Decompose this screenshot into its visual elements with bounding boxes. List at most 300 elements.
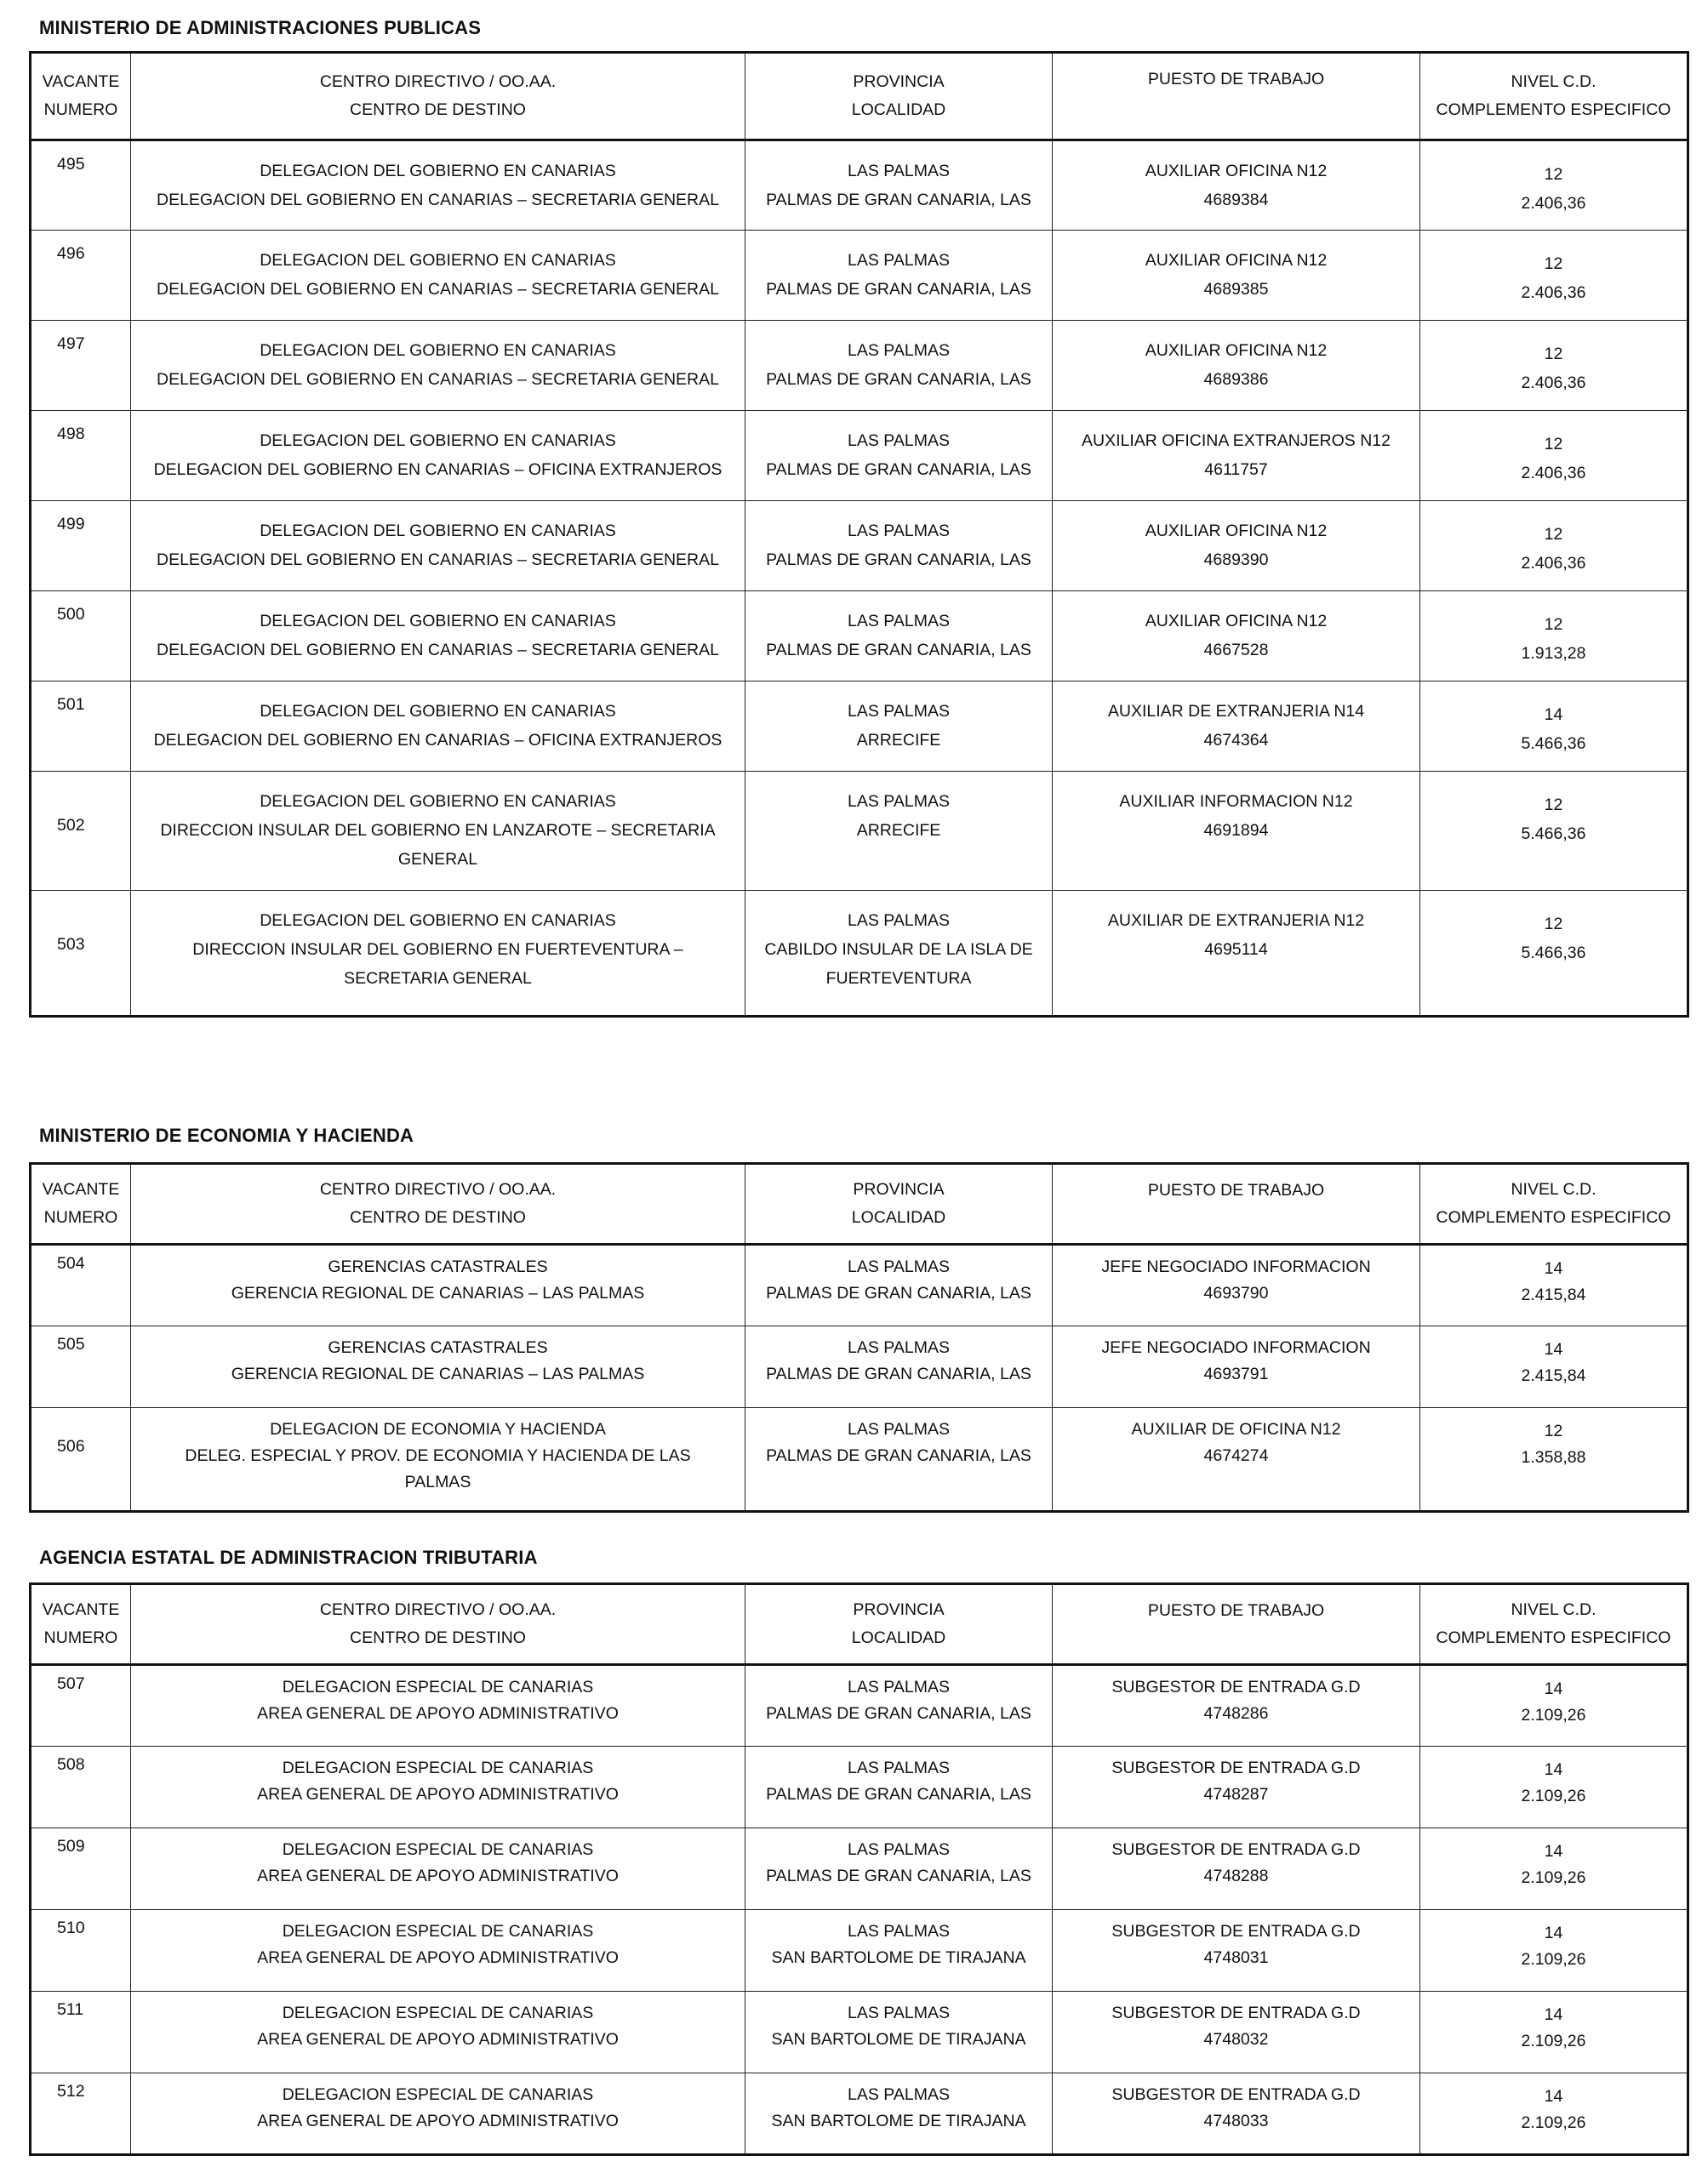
cell-nivel [1420,591,1688,681]
cell-centro [131,1992,745,2073]
cell-centro [131,321,745,411]
text-line: CENTRO DIRECTIVO / OO.AA. [319,1180,557,1199]
cell-puesto [1053,681,1420,772]
cell-centro [131,772,745,891]
header-row [31,1584,1688,1665]
cell-centro [131,891,745,1017]
text-line: GERENCIA REGIONAL DE CANARIAS – LAS PALMAS [231,1284,645,1303]
text-line: SUBGESTOR DE ENTRADA G.D [1111,1840,1361,1859]
text-line: 4748033 [1203,2112,1269,2130]
text-line: LAS PALMAS [848,341,950,360]
text-line: CENTRO DIRECTIVO / OO.AA. [319,1600,557,1619]
table-row [31,2073,1688,2155]
text-line: AREA GENERAL DE APOYO ADMINISTRATIVO [257,1948,619,1967]
text-line: COMPLEMENTO ESPECIFICO [1436,1628,1671,1647]
text-line: 2.109,26 [1521,2113,1586,2132]
text-line: 4748287 [1203,1785,1269,1804]
column-header-provincia [745,53,1053,140]
text-line: 4689385 [1203,280,1269,299]
table-row [31,1245,1688,1326]
text-line: 4689390 [1203,550,1269,569]
text-line: SUBGESTOR DE ENTRADA G.D [1111,1922,1361,1941]
text-line: LOCALIDAD [851,100,946,119]
text-line: 2.109,26 [1521,1706,1586,1725]
cell-nivel [1420,681,1688,772]
cell-vacante [31,1910,131,1992]
text-line: 4674364 [1203,731,1269,750]
text-line: 4667528 [1203,641,1269,659]
cell-provincia [745,1326,1053,1408]
vacancy-number: 505 [57,1335,85,1354]
text-line: 2.109,26 [1521,1868,1586,1887]
cell-provincia [745,1910,1053,1992]
cell-vacante [31,591,131,681]
table-row [31,501,1688,591]
column-header-nivel [1420,1164,1688,1245]
text-line: GERENCIAS CATASTRALES [328,1338,548,1357]
table-row [31,772,1688,891]
text-line: DELEGACION DEL GOBIERNO EN CANARIAS [260,251,616,270]
cell-provincia [745,1245,1053,1326]
text-line: NIVEL C.D. [1511,1180,1596,1199]
table-row [31,1665,1688,1747]
text-line: LAS PALMAS [848,162,950,180]
column-header-centro [131,1584,745,1665]
text-line: AUXILIAR OFICINA N12 [1145,522,1328,540]
cell-vacante [31,1408,131,1512]
text-line: ARRECIFE [856,731,941,750]
text-line: PALMAS DE GRAN CANARIA, LAS [766,1785,1031,1804]
cell-nivel [1420,1747,1688,1828]
cell-puesto [1053,321,1420,411]
text-line: PALMAS [404,1473,471,1491]
text-line: 2.406,36 [1521,374,1586,392]
text-line: 14 [1544,705,1563,724]
cell-puesto [1053,1408,1420,1512]
column-header-nivel [1420,1584,1688,1665]
cell-vacante [31,501,131,591]
vacancy-number: 503 [57,935,85,954]
text-line: 4674274 [1203,1446,1269,1465]
vacancy-number: 497 [57,334,85,353]
text-line: AUXILIAR OFICINA N12 [1145,251,1328,270]
text-line: PROVINCIA [853,1600,945,1619]
text-line: AUXILIAR DE EXTRANJERIA N12 [1107,911,1365,930]
text-line: GERENCIA REGIONAL DE CANARIAS – LAS PALMAS [231,1365,645,1383]
cell-nivel [1420,1326,1688,1408]
text-line: SAN BARTOLOME DE TIRAJANA [771,2030,1026,2049]
cell-centro [131,1245,745,1326]
section-title: MINISTERIO DE ECONOMIA Y HACIENDA [39,1125,414,1146]
text-line: 12 [1544,435,1563,453]
table-row [31,321,1688,411]
text-line: LOCALIDAD [851,1208,946,1227]
text-line: LAS PALMAS [848,1420,950,1439]
text-line: 2.109,26 [1521,1787,1586,1805]
cell-provincia [745,1408,1053,1512]
cell-nivel [1420,140,1688,231]
cell-puesto [1053,140,1420,231]
cell-nivel [1420,411,1688,501]
text-line: PALMAS DE GRAN CANARIA, LAS [766,1867,1031,1885]
text-line: 4695114 [1204,940,1268,959]
text-line: 4693790 [1203,1284,1269,1303]
text-line: 12 [1544,1422,1563,1440]
text-line: PALMAS DE GRAN CANARIA, LAS [766,460,1031,479]
column-header-puesto [1053,53,1420,140]
cell-vacante [31,1992,131,2073]
text-line: LAS PALMAS [848,1257,950,1276]
table-row [31,891,1688,1017]
text-line: AUXILIAR OFICINA EXTRANJEROS N12 [1081,431,1391,450]
text-line: PALMAS DE GRAN CANARIA, LAS [766,1284,1031,1303]
table-row [31,1326,1688,1408]
cell-provincia [745,591,1053,681]
text-line: 2.109,26 [1521,1950,1586,1969]
text-line: 2.406,36 [1521,194,1586,213]
cell-nivel [1420,1245,1688,1326]
vacancy-number: 510 [57,1919,85,1937]
text-line: AUXILIAR OFICINA N12 [1145,612,1328,630]
text-line: 14 [1544,2005,1563,2024]
text-line: 12 [1544,525,1563,544]
text-line: CABILDO INSULAR DE LA ISLA DE [764,940,1033,959]
cell-provincia [745,1992,1053,2073]
text-line: 12 [1544,165,1563,184]
text-line: DELEGACION DEL GOBIERNO EN CANARIAS [260,341,616,360]
section-title: AGENCIA ESTATAL DE ADMINISTRACION TRIBUTARIA [39,1547,538,1568]
vacancy-number: 508 [57,1755,85,1774]
text-line: DELEGACION ESPECIAL DE CANARIAS [282,1922,594,1941]
text-line: PROVINCIA [853,1180,945,1199]
text-line: 14 [1544,1259,1563,1278]
cell-vacante [31,1326,131,1408]
text-line: 12 [1544,615,1563,634]
text-line: DELEGACION DEL GOBIERNO EN CANARIAS [260,162,616,180]
text-line: LAS PALMAS [848,911,950,930]
text-line: CENTRO DE DESTINO [350,1208,526,1227]
text-line: DELEGACION DEL GOBIERNO EN CANARIAS [260,702,616,721]
text-line: NUMERO [43,1628,118,1647]
text-line: 5.466,36 [1521,824,1586,843]
text-line: 4689384 [1203,191,1269,209]
text-line: LAS PALMAS [848,251,950,270]
text-line: DELEGACION DEL GOBIERNO EN CANARIAS – SECRETARIA GENERAL [156,550,719,569]
text-line: AREA GENERAL DE APOYO ADMINISTRATIVO [257,1704,619,1723]
vacancy-number: 504 [57,1254,85,1273]
text-line: PALMAS DE GRAN CANARIA, LAS [766,550,1031,569]
text-line: AREA GENERAL DE APOYO ADMINISTRATIVO [257,1785,619,1804]
cell-centro [131,2073,745,2155]
text-line: PALMAS DE GRAN CANARIA, LAS [766,1704,1031,1723]
text-line: DELEGACION DEL GOBIERNO EN CANARIAS – SECRETARIA GENERAL [156,370,719,389]
text-line: LAS PALMAS [848,702,950,721]
text-line: LAS PALMAS [848,1759,950,1777]
cell-vacante [31,772,131,891]
text-line: DIRECCION INSULAR DEL GOBIERNO EN FUERTEVENTURA – [192,940,683,959]
cell-puesto [1053,501,1420,591]
text-line: 2.415,84 [1521,1366,1586,1385]
text-line: LAS PALMAS [848,522,950,540]
cell-centro [131,1910,745,1992]
cell-nivel [1420,1665,1688,1747]
cell-vacante [31,1747,131,1828]
cell-provincia [745,231,1053,321]
cell-nivel [1420,1828,1688,1910]
text-line: CENTRO DIRECTIVO / OO.AA. [319,72,557,91]
text-line: SUBGESTOR DE ENTRADA G.D [1111,1759,1361,1777]
text-line: LOCALIDAD [851,1628,946,1647]
text-line: DELEGACION ESPECIAL DE CANARIAS [282,1840,594,1859]
cell-puesto [1053,1665,1420,1747]
vacancy-number: 500 [57,605,85,624]
text-line: 4693791 [1203,1365,1269,1383]
cell-vacante [31,2073,131,2155]
text-line: DELEGACION DEL GOBIERNO EN CANARIAS [260,792,616,811]
text-line: 14 [1544,1924,1563,1942]
table-row [31,1828,1688,1910]
cell-provincia [745,1665,1053,1747]
text-line: 1.913,28 [1521,644,1586,663]
column-header-puesto [1053,1584,1420,1665]
text-line: SUBGESTOR DE ENTRADA G.D [1111,1678,1361,1696]
table-row [31,681,1688,772]
cell-provincia [745,2073,1053,2155]
text-line: VACANTE [42,1180,120,1199]
text-line: DELEGACION DEL GOBIERNO EN CANARIAS [260,911,616,930]
text-line: AUXILIAR DE OFICINA N12 [1131,1420,1341,1439]
cell-centro [131,1665,745,1747]
vacancy-number: 509 [57,1837,85,1856]
text-line: PALMAS DE GRAN CANARIA, LAS [766,191,1031,209]
vacancy-number: 499 [57,515,85,533]
cell-nivel [1420,1910,1688,1992]
cell-provincia [745,1828,1053,1910]
cell-nivel [1420,1408,1688,1512]
cell-provincia [745,321,1053,411]
cell-provincia [745,411,1053,501]
cell-centro [131,1747,745,1828]
text-line: 12 [1544,915,1563,933]
cell-centro [131,231,745,321]
vacancies-table [29,51,1689,1018]
column-header-provincia [745,1164,1053,1245]
text-line: 14 [1544,1842,1563,1861]
cell-centro [131,411,745,501]
cell-provincia [745,140,1053,231]
text-line: DELEGACION DEL GOBIERNO EN CANARIAS – OFICINA EXTRANJEROS [153,731,722,750]
cell-centro [131,1408,745,1512]
text-line: PUESTO DE TRABAJO [1147,1181,1325,1200]
table-row [31,1747,1688,1828]
vacancy-number: 498 [57,425,85,443]
text-line: LAS PALMAS [848,1338,950,1357]
text-line: AREA GENERAL DE APOYO ADMINISTRATIVO [257,1867,619,1885]
text-line: NIVEL C.D. [1511,72,1596,91]
text-line: 14 [1544,2087,1563,2106]
text-line: PALMAS DE GRAN CANARIA, LAS [766,1446,1031,1465]
text-line: 4691894 [1203,821,1269,840]
text-line: SAN BARTOLOME DE TIRAJANA [771,1948,1026,1967]
text-line: PALMAS DE GRAN CANARIA, LAS [766,1365,1031,1383]
vacancy-number: 495 [57,155,85,174]
text-line: DELEGACION ESPECIAL DE CANARIAS [282,1678,594,1696]
cell-vacante [31,411,131,501]
text-line: DELEGACION DEL GOBIERNO EN CANARIAS – SECRETARIA GENERAL [156,191,719,209]
cell-nivel [1420,231,1688,321]
cell-provincia [745,681,1053,772]
cell-nivel [1420,1992,1688,2073]
column-header-vacante [31,1584,131,1665]
text-line: DELEGACION DEL GOBIERNO EN CANARIAS [260,522,616,540]
cell-centro [131,1828,745,1910]
text-line: 4748032 [1203,2030,1269,2049]
vacancy-number: 507 [57,1674,85,1693]
text-line: PUESTO DE TRABAJO [1147,70,1325,88]
text-line: SAN BARTOLOME DE TIRAJANA [771,2112,1026,2130]
text-line: PALMAS DE GRAN CANARIA, LAS [766,641,1031,659]
cell-puesto [1053,891,1420,1017]
text-line: PUESTO DE TRABAJO [1147,1601,1325,1620]
text-line: 5.466,36 [1521,944,1586,962]
text-line: COMPLEMENTO ESPECIFICO [1436,100,1671,119]
text-line: DELEGACION ESPECIAL DE CANARIAS [282,2085,594,2104]
text-line: VACANTE [42,1600,120,1619]
column-header-centro [131,53,745,140]
text-line: CENTRO DE DESTINO [350,1628,526,1647]
cell-vacante [31,231,131,321]
text-line: 4689386 [1203,370,1269,389]
cell-nivel [1420,501,1688,591]
cell-puesto [1053,1828,1420,1910]
text-line: AUXILIAR DE EXTRANJERIA N14 [1107,702,1365,721]
text-line: AREA GENERAL DE APOYO ADMINISTRATIVO [257,2030,619,2049]
text-line: AUXILIAR OFICINA N12 [1145,341,1328,360]
text-line: 2.406,36 [1521,554,1586,573]
text-line: LAS PALMAS [848,792,950,811]
cell-puesto [1053,231,1420,321]
text-line: LAS PALMAS [848,431,950,450]
column-header-provincia [745,1584,1053,1665]
cell-centro [131,1326,745,1408]
vacancy-number: 496 [57,244,85,263]
text-line: DELEGACION DE ECONOMIA Y HACIENDA [270,1420,606,1439]
vacancy-number: 501 [57,695,85,714]
text-line: 12 [1544,345,1563,363]
text-line: DELEGACION ESPECIAL DE CANARIAS [282,2004,594,2022]
header-row [31,53,1688,140]
cell-puesto [1053,1245,1420,1326]
cell-centro [131,140,745,231]
cell-vacante [31,1665,131,1747]
text-line: DELEGACION DEL GOBIERNO EN CANARIAS – SECRETARIA GENERAL [156,641,719,659]
text-line: LAS PALMAS [848,1840,950,1859]
cell-provincia [745,501,1053,591]
cell-puesto [1053,591,1420,681]
text-line: 1.358,88 [1521,1448,1586,1467]
text-line: NUMERO [43,100,118,119]
text-line: JEFE NEGOCIADO INFORMACION [1101,1338,1371,1357]
column-header-puesto [1053,1164,1420,1245]
text-line: SECRETARIA GENERAL [344,969,532,988]
text-line: VACANTE [42,72,120,91]
text-line: LAS PALMAS [848,1678,950,1696]
text-line: 2.406,36 [1521,464,1586,482]
text-line: GENERAL [397,850,478,869]
cell-vacante [31,681,131,772]
text-line: 14 [1544,1340,1563,1359]
text-line: SUBGESTOR DE ENTRADA G.D [1111,2004,1361,2022]
text-line: 4611757 [1204,460,1268,479]
cell-vacante [31,891,131,1017]
cell-puesto [1053,411,1420,501]
cell-centro [131,681,745,772]
cell-puesto [1053,2073,1420,2155]
text-line: DIRECCION INSULAR DEL GOBIERNO EN LANZAROTE – SECRETARIA [160,821,716,840]
cell-vacante [31,1245,131,1326]
cell-provincia [745,891,1053,1017]
table-row [31,231,1688,321]
text-line: 14 [1544,1679,1563,1698]
cell-vacante [31,321,131,411]
text-line: AREA GENERAL DE APOYO ADMINISTRATIVO [257,2112,619,2130]
column-header-vacante [31,1164,131,1245]
text-line: AUXILIAR INFORMACION N12 [1119,792,1353,811]
text-line: 4748286 [1203,1704,1269,1723]
text-line: 4748288 [1203,1867,1269,1885]
text-line: 2.415,84 [1521,1286,1586,1304]
text-line: 12 [1544,795,1563,814]
text-line: DELEGACION DEL GOBIERNO EN CANARIAS [260,431,616,450]
column-header-nivel [1420,53,1688,140]
text-line: 2.109,26 [1521,2032,1586,2050]
text-line: PROVINCIA [853,72,945,91]
vacancies-table [29,1582,1689,2156]
cell-nivel [1420,891,1688,1017]
text-line: 4748031 [1203,1948,1269,1967]
text-line: LAS PALMAS [848,1922,950,1941]
cell-centro [131,501,745,591]
vacancy-number: 506 [57,1437,85,1456]
text-line: 12 [1544,254,1563,273]
text-line: AUXILIAR OFICINA N12 [1145,162,1328,180]
text-line: DELEGACION DEL GOBIERNO EN CANARIAS – OFICINA EXTRANJEROS [153,460,722,479]
text-line: DELEGACION ESPECIAL DE CANARIAS [282,1759,594,1777]
text-line: PALMAS DE GRAN CANARIA, LAS [766,280,1031,299]
vacancies-table [29,1162,1689,1513]
cell-provincia [745,772,1053,891]
text-line: DELEGACION DEL GOBIERNO EN CANARIAS [260,612,616,630]
cell-nivel [1420,321,1688,411]
text-line: CENTRO DE DESTINO [350,100,526,119]
cell-puesto [1053,1910,1420,1992]
table-row [31,411,1688,501]
table-row [31,1910,1688,1992]
cell-nivel [1420,2073,1688,2155]
text-line: NUMERO [43,1208,118,1227]
text-line: FUERTEVENTURA [825,969,972,988]
table-row [31,140,1688,231]
text-line: GERENCIAS CATASTRALES [328,1257,548,1276]
cell-vacante [31,140,131,231]
cell-puesto [1053,1992,1420,2073]
table-row [31,591,1688,681]
text-line: DELEGACION DEL GOBIERNO EN CANARIAS – SECRETARIA GENERAL [156,280,719,299]
text-line: 2.406,36 [1521,283,1586,302]
cell-nivel [1420,772,1688,891]
vacancy-number: 511 [57,2000,84,2019]
text-line: PALMAS DE GRAN CANARIA, LAS [766,370,1031,389]
